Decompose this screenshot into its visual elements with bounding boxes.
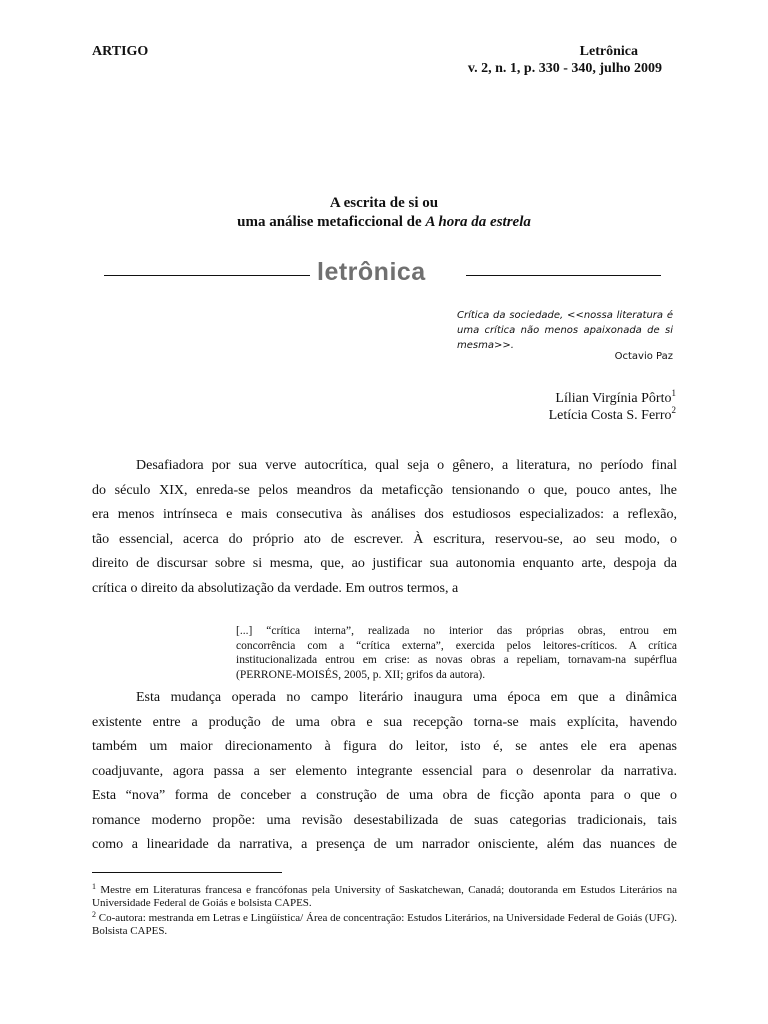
footnote-text: Mestre em Literaturas francesa e francófonas pela University of Saskatchewan, Canadá; doutoranda em Estudos Literários na Universidade Federal de Goiás e bolsista CAPES.: [92, 884, 678, 909]
epigraph-line: Crítica da sociedade, <<nossa literatura é: [457, 310, 673, 321]
quote-line: (PERRONE-MOISÉS, 2005, p. XII; grifos da autora).: [236, 668, 486, 681]
article-title-line1: A escrita de si ou: [329, 195, 439, 211]
footnote-text: Co-autora: mestranda em Letras e Lingüística/ Área de concentração: Estudos Literários, na Universidade Federal de Goiás (UFG). Bolsista CAPES.: [92, 912, 678, 937]
title-work: A hora da estrela: [425, 214, 531, 230]
text-line: tão essencial, acerca do próprio ato de escrever. À escritura, reservou-se, ao seu modo, o: [92, 531, 677, 547]
epigraph-line: uma crítica não menos apaixonada de si: [457, 325, 673, 336]
footnote-1: [92, 880, 677, 910]
footnote-ref[interactable]: 2: [671, 405, 676, 415]
title-prefix: uma análise metaficcional de: [237, 214, 426, 230]
author-2: [549, 405, 676, 424]
footnote-separator: [92, 872, 282, 873]
journal-name: Letrônica: [579, 44, 638, 59]
author-name: Lílian Virgínia Pôrto: [555, 391, 672, 406]
author-name: Letícia Costa S. Ferro: [548, 408, 672, 423]
epigraph-line: mesma>>.: [457, 340, 514, 351]
journal-logo: letrônica: [317, 258, 426, 286]
body-paragraph-1: [92, 454, 677, 601]
epigraph-author: Octavio Paz: [614, 351, 673, 362]
quote-line: [...] “crítica interna”, realizada no interior das próprias obras, entrou em: [236, 625, 677, 637]
text-line: Esta “nova” forma de conceber a construção de uma obra de ficção aponta para o que o: [92, 788, 677, 803]
text-line: como a linearidade da narrativa, a presença de um narrador onisciente, além das nuances de: [92, 837, 677, 852]
epigraph: [457, 308, 673, 353]
text-line: também um maior direcionamento à figura do leitor, isto é, se antes ele era apenas: [92, 739, 677, 754]
body-paragraph-2: [92, 686, 677, 858]
footnote-ref[interactable]: 1: [671, 388, 676, 398]
text-line: direito de discursar sobre si mesma, que, ao justificar sua autonomia enquanto arte, despoja da: [92, 556, 677, 571]
text-line: crítica o direito da absolutização da verdade. Em outros termos, a: [92, 580, 459, 596]
section-label: ARTIGO: [92, 44, 149, 59]
text-line: existente entre a produção de uma obra e sua recepção torna-se mais explícita, havendo: [92, 714, 677, 730]
logo-rule-left: [104, 275, 310, 276]
quote-line: concorrência com a “crítica externa”, exercida pelos leitores-críticos. A crítica: [236, 639, 677, 652]
text-line: era menos intrínseca e mais consecutiva às análises dos estudiosos especializados: a reflexão,: [92, 507, 677, 522]
footnote-mark: 2: [92, 910, 96, 919]
block-quote: [236, 624, 677, 682]
text-line: do século XIX, enreda-se pelos meandros da metaficção tensionando o que, pouco antes, lhe: [92, 482, 677, 498]
footnote-mark: 1: [92, 882, 96, 891]
logo-rule-right: [466, 275, 661, 276]
text-line: romance moderno propõe: uma revisão desestabilizada de suas categorias tradicionais, tais: [92, 812, 677, 828]
footnote-2: [92, 908, 677, 938]
text-line: Desafiadora por sua verve autocrítica, qual seja o gênero, a literatura, no período final: [136, 458, 677, 473]
text-line: coadjuvante, agora passa a ser elemento integrante essencial para o desenrolar da narrativa.: [92, 763, 677, 779]
quote-line: institucionalizada entrou em crise: as novas obras a repeliam, tornavam-na supérflua: [236, 654, 677, 666]
article-title-line2: [0, 213, 768, 232]
text-line: Esta mudança operada no campo literário inaugura uma época em que a dinâmica: [136, 690, 677, 705]
issue-info: v. 2, n. 1, p. 330 - 340, julho 2009: [467, 61, 662, 76]
